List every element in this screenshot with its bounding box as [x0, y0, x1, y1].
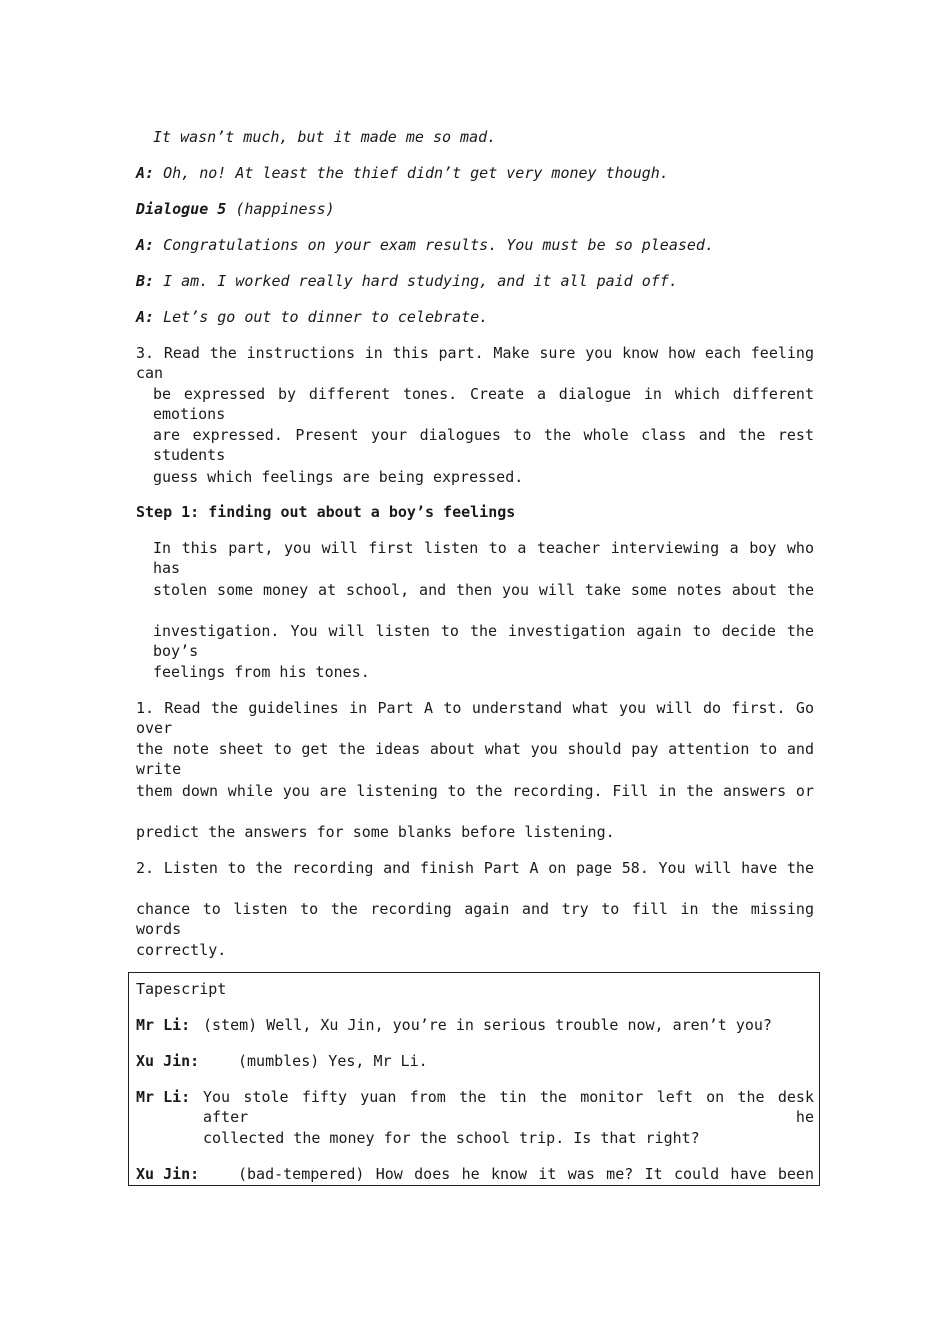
- dialogue-heading: [136, 199, 335, 219]
- paragraph-line: 2. Listen to the recording and finish Part A on page 58. You will have the: [136, 859, 814, 877]
- tapescript-text: (stem) Well, Xu Jin, you’re in serious trouble now, aren’t you?: [203, 1016, 772, 1034]
- paragraph-line: guess which feelings are being expressed.: [153, 468, 524, 486]
- speaker-label: A:: [136, 164, 155, 182]
- dialogue-line: [136, 307, 488, 327]
- dialogue-text: Oh, no! At least the thief didn’t get very money though.: [163, 164, 669, 182]
- dialogue-line-b: It wasn’t much, but it made me so mad.: [153, 128, 497, 146]
- dialogue-line-a: [136, 163, 669, 183]
- paragraph-line: 3. Read the instructions in this part. Make sure you know how each feeling can: [136, 344, 814, 382]
- section-heading: Step 1: finding out about a boy’s feelings: [136, 503, 516, 521]
- dialogue-text: Congratulations on your exam results. You must be so pleased.: [163, 236, 714, 254]
- dialogue-text: Let’s go out to dinner to celebrate.: [163, 308, 489, 326]
- speaker-label: Xu Jin:: [136, 1052, 200, 1070]
- paragraph-line: correctly.: [136, 941, 227, 959]
- dialogue-title: Dialogue 5: [136, 200, 227, 218]
- paragraph-line: investigation. You will listen to the investigation again to decide the boy’s: [153, 622, 814, 660]
- speaker-label: Xu Jin:: [136, 1165, 200, 1183]
- paragraph-line: be expressed by different tones. Create a dialogue in which different emotions: [153, 385, 814, 423]
- dialogue-line: [136, 235, 714, 255]
- speaker-label: Mr Li:: [136, 1016, 191, 1034]
- dialogue-emotion: (happiness): [235, 200, 335, 218]
- paragraph-line: stolen some money at school, and then you will take some notes about the: [153, 581, 814, 599]
- paragraph-line: In this part, you will first listen to a teacher interviewing a boy who has: [153, 539, 814, 577]
- speaker-label: A:: [136, 236, 155, 254]
- tapescript-text: collected the money for the school trip. Is that right?: [203, 1129, 700, 1147]
- speaker-label: B:: [136, 272, 155, 290]
- paragraph-line: them down while you are listening to the recording. Fill in the answers or: [136, 782, 814, 800]
- tapescript-text: (bad-tempered) How does he know it was me? It could have been: [238, 1165, 814, 1183]
- speaker-label: Mr Li:: [136, 1088, 191, 1106]
- paragraph-line: predict the answers for some blanks before listening.: [136, 823, 615, 841]
- tapescript-text: You stole fifty yuan from the tin the monitor left on the desk after he: [203, 1088, 814, 1126]
- paragraph-line: are expressed. Present your dialogues to the whole class and the rest students: [153, 426, 814, 464]
- paragraph-line: 1. Read the guidelines in Part A to understand what you will do first. Go over: [136, 699, 814, 737]
- tapescript-text: (mumbles) Yes, Mr Li.: [238, 1052, 428, 1070]
- dialogue-line: [136, 271, 678, 291]
- paragraph-line: chance to listen to the recording again and try to fill in the missing words: [136, 900, 814, 938]
- speaker-label: A:: [136, 308, 155, 326]
- dialogue-text: I am. I worked really hard studying, and it all paid off.: [163, 272, 678, 290]
- paragraph-line: the note sheet to get the ideas about what you should pay attention to and write: [136, 740, 814, 778]
- tapescript-box: [128, 972, 820, 1186]
- paragraph-line: feelings from his tones.: [153, 663, 370, 681]
- tapescript-title: Tapescript: [136, 980, 227, 998]
